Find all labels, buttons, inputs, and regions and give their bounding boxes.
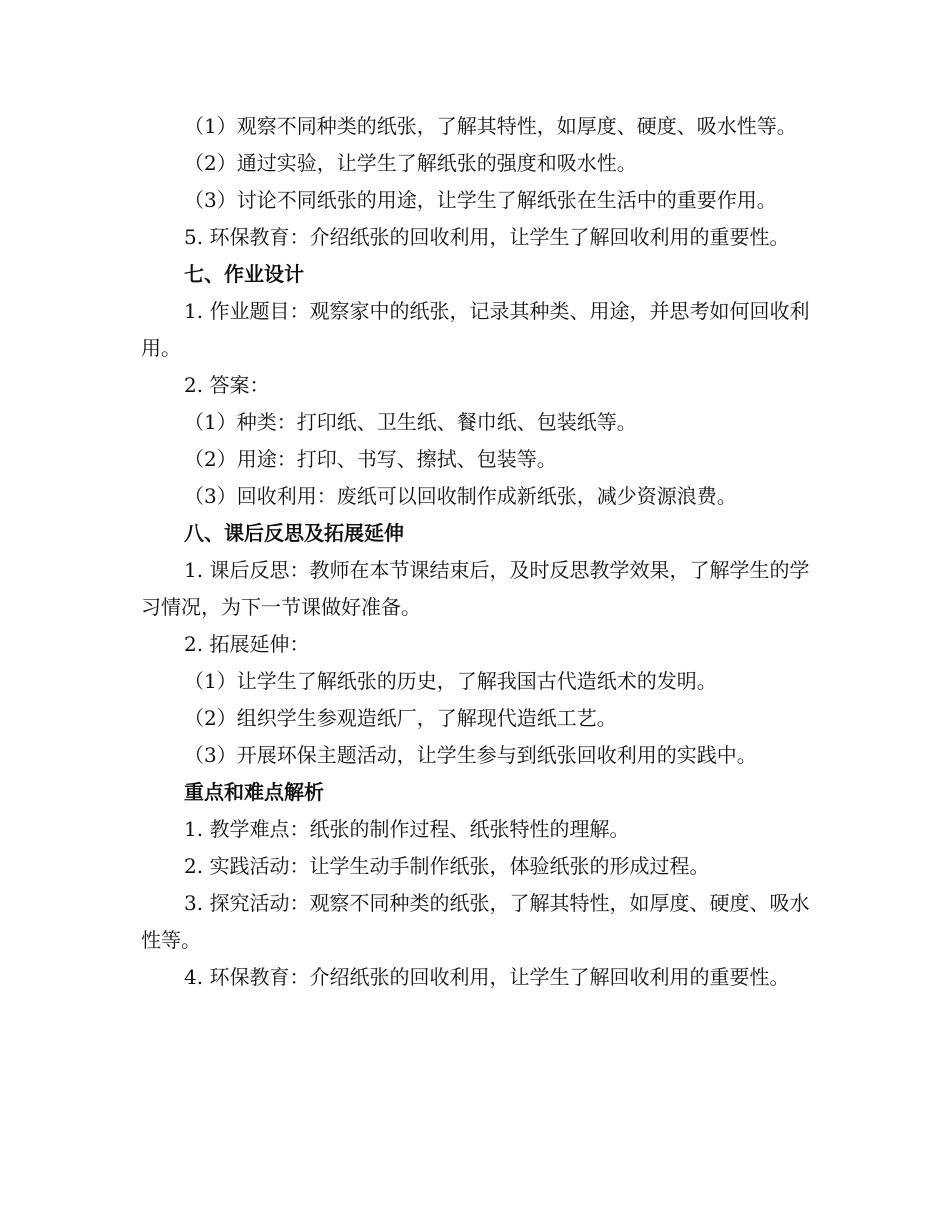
paragraph-extension-activity: （3）开展环保主题活动，让学生参与到纸张回收利用的实践中。 (184, 743, 757, 767)
paragraph-extension-label: 2. 拓展延伸： (184, 632, 310, 656)
paragraph-eco-education-2: 4. 环保教育：介绍纸张的回收利用，让学生了解回收利用的重要性。 (184, 965, 790, 989)
paragraph-homework-topic: 1. 作业题目：观察家中的纸张，记录其种类、用途，并思考如何回收利用。 (141, 299, 810, 360)
section-heading-key-points: 重点和难点解析 (184, 780, 324, 804)
paragraph-observe-paper: （1）观察不同种类的纸张，了解其特性，如厚度、硬度、吸水性等。 (184, 114, 797, 138)
paragraph-reflection: 1. 课后反思：教师在本节课结束后，及时反思教学效果，了解学生的学习情况，为下一节课做好准备。 (141, 558, 810, 619)
paragraph-inquiry: 3. 探究活动：观察不同种类的纸张，了解其特性，如厚度、硬度、吸水性等。 (141, 891, 810, 952)
document-body (141, 108, 821, 996)
paragraph-discuss-uses: （3）讨论不同纸张的用途，让学生了解纸张在生活中的重要作用。 (184, 188, 777, 212)
paragraph-practice: 2. 实践活动：让学生动手制作纸张，体验纸张的形成过程。 (184, 854, 710, 878)
section-heading-reflection: 八、课后反思及拓展延伸 (184, 521, 404, 545)
paragraph-eco-education: 5. 环保教育：介绍纸张的回收利用，让学生了解回收利用的重要性。 (184, 225, 790, 249)
paragraph-answer-types: （1）种类：打印纸、卫生纸、餐巾纸、包装纸等。 (184, 410, 637, 434)
paragraph-answer-uses: （2）用途：打印、书写、擦拭、包装等。 (184, 447, 557, 471)
paragraph-difficulty: 1. 教学难点：纸张的制作过程、纸张特性的理解。 (184, 817, 630, 841)
paragraph-experiment: （2）通过实验，让学生了解纸张的强度和吸水性。 (184, 151, 637, 175)
paragraph-answer-recycle: （3）回收利用：废纸可以回收制作成新纸张，减少资源浪费。 (184, 484, 737, 508)
paragraph-extension-history: （1）让学生了解纸张的历史，了解我国古代造纸术的发明。 (184, 669, 717, 693)
section-heading-homework: 七、作业设计 (184, 262, 304, 286)
paragraph-answer-label: 2. 答案： (184, 373, 270, 397)
paragraph-extension-visit: （2）组织学生参观造纸厂，了解现代造纸工艺。 (184, 706, 617, 730)
